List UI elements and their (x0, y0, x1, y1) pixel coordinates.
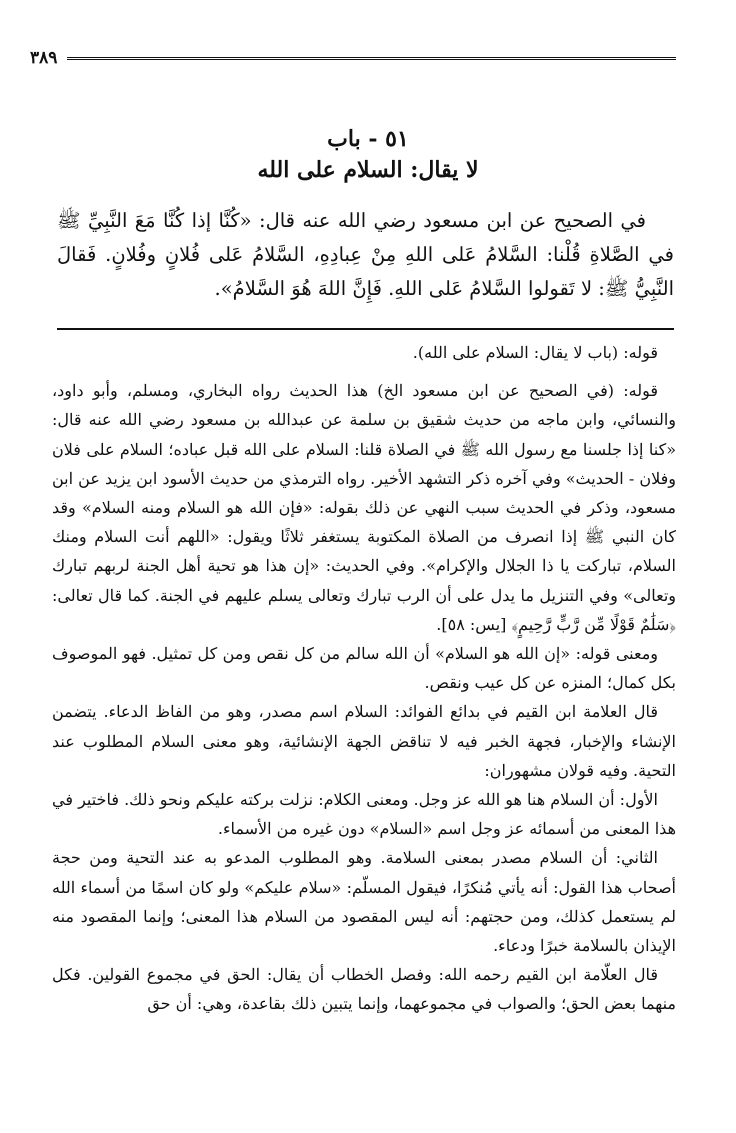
chapter-heading (0, 124, 736, 186)
commentary-paragraph: قال العلامة ابن القيم في بدائع الفوائد: السلام اسم مصدر، وهو من الفاظ الدعاء. يتضمن الإنشاء والإخبار، فجهة الخبر فيه لا تناقض الجهة الإنشائية، وهو معنى السلام المطلوب عند التحية. وفيه قولان مشهوران: (52, 702, 677, 780)
commentary-paragraph: قوله: (باب لا يقال: السلام على الله). (412, 343, 658, 362)
commentary-paragraph: ومعنى قوله: «إن الله هو السلام» أن الله سالم من كل نقص ومن كل تمثيل. فهو الموصوف بكل كمال؛ المنزه عن كل عيب ونقص. (52, 644, 676, 693)
section-divider (57, 328, 674, 330)
commentary-paragraph: الثاني: أن السلام مصدر بمعنى السلامة. وهو المطلوب المدعو به عند التحية ومن حجة أصحاب هذا القول: أنه يأتي مُنكرًا، فيقول المسلّم: «سلام عليكم» ولو كان اسمًا من أسماء الله لم يستعمل كذلك، ومن حجتهم: أنه ليس المقصود من السلام هذا المعنى؛ وإنما المقصود منه الإيذان بالسلامة خبرًا ودعاء. (52, 848, 677, 956)
header-rule (67, 57, 676, 63)
page-header (30, 48, 676, 68)
main-text (57, 204, 674, 306)
commentary (52, 338, 676, 1019)
main-paragraph: في الصحيح عن ابن مسعود رضي الله عنه قال: «كُنَّا إذا كُنَّا مَعَ النَّبِيِّ ﷺ في الصَّلاةِ قُلْنا: السَّلامُ عَلى اللهِ مِنْ عِبادِهِ، السَّلامُ عَلى فُلانٍ وفُلانٍ. فَقالَ النَّبِيُّ ﷺ: لا تَقولوا السَّلامُ عَلى اللهِ. فَإِنَّ اللهَ هُوَ السَّلامُ». (57, 209, 674, 300)
commentary-paragraph: قال العلّامة ابن القيم رحمه الله: وفصل الخطاب أن يقال: الحق في مجموع القولين. فكل منهما بعض الحق؛ والصواب في مجموعهما، وإنما يتبين ذلك بقاعدة، وهي: أن حق (52, 965, 676, 1014)
chapter-title: لا يقال: السلام على الله (257, 157, 479, 183)
page-number: ٣٨٩ (30, 48, 58, 68)
commentary-paragraph: الأول: أن السلام هنا هو الله عز وجل. ومعنى الكلام: نزلت بركته عليكم ونحو ذلك. فاختير في هذا المعنى من أسمائه عز وجل اسم «السلام» دون غيره من الأسماء. (52, 790, 676, 839)
chapter-number: ٥١ - باب (327, 126, 409, 152)
commentary-paragraph: قوله: (في الصحيح عن ابن مسعود الخ) هذا الحديث رواه البخاري، ومسلم، وأبو داود، والنسائي، وابن ماجه من حديث شقيق بن سلمة عن عبدالله بن مسعود رضي الله عنه قال: «كنا إذا جلسنا مع رسول الله ﷺ في الصلاة قلنا: السلام على الله قبل عباده؛ السلام على فلان وفلان - الحديث» وفي آخره ذكر التشهد الأخير. رواه الترمذي من حديث الأسود ابن يزيد عن ابن مسعود، وذكر في الحديث سبب النهي عن ذلك بقوله: «فإن الله هو السلام ومنه السلام» وقد كان النبي ﷺ إذا انصرف من الصلاة المكتوبة يستغفر ثلاثًا ويقول: «اللهم أنت السلام ومنك السلام، تباركت يا ذا الجلال والإكرام». وفي الحديث: «إن هذا هو تحية أهل الجنة لربهم تبارك وتعالى» وفي التنزيل ما يدل على أن الرب تبارك وتعالى يسلم عليهم في الجنة. كما قال تعالى: ﴿سَلَٰمٌ قَوْلًا مِّن رَّبٍّ رَّحِيمٍ﴾ [يس: ٥٨]. (51, 381, 676, 634)
